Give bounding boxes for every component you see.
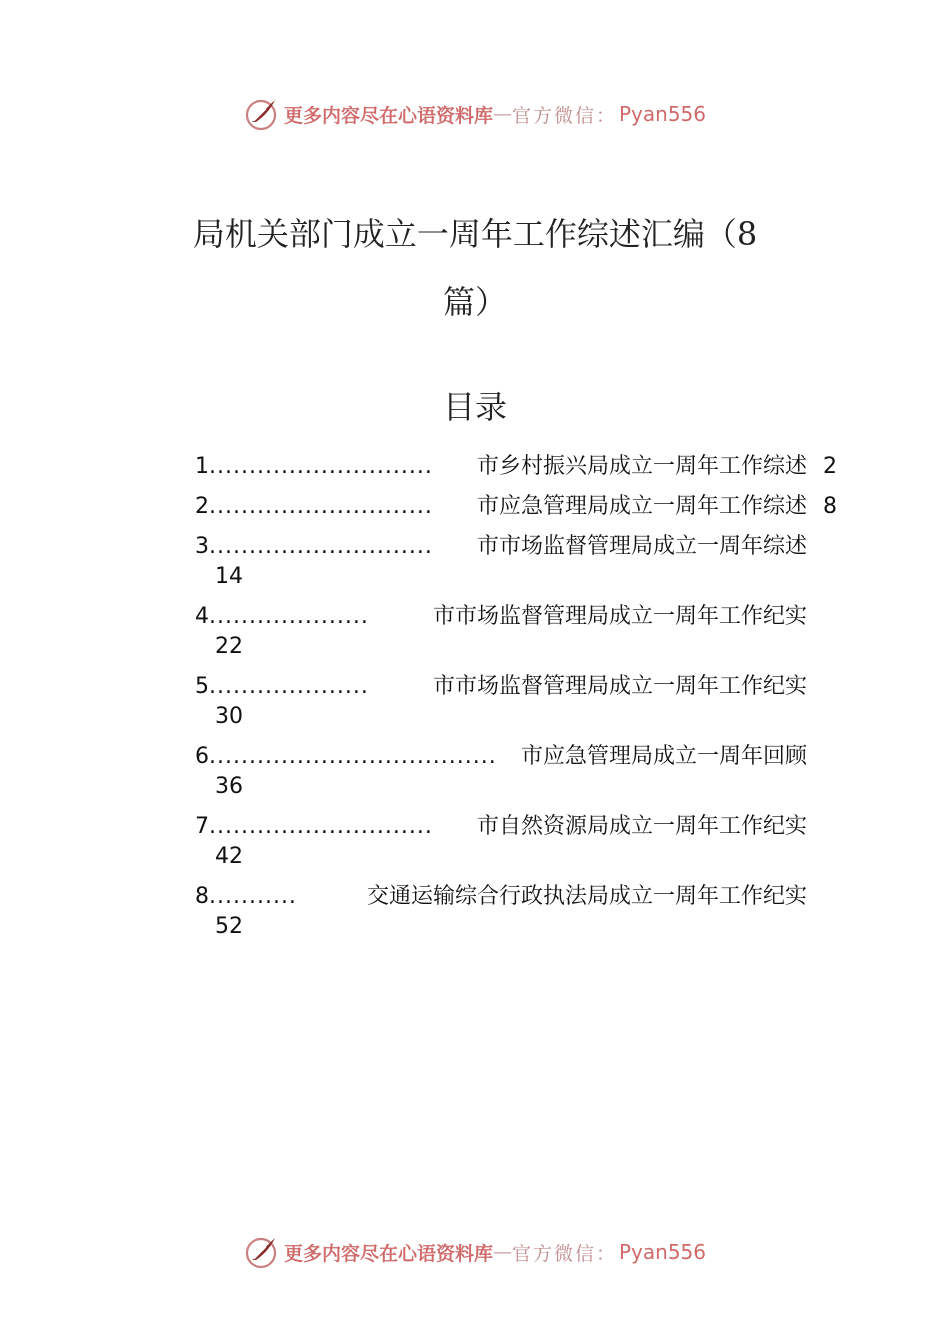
footer-watermark: [0, 1232, 950, 1272]
toc-entry-number: 6: [195, 744, 209, 769]
toc-entry-leader: ....................................: [209, 744, 497, 769]
watermark-wechat-id: Pyan556: [619, 102, 707, 126]
watermark-slogan: 官方微信：: [511, 1242, 617, 1265]
document-title-line-2: 篇）: [442, 283, 507, 321]
toc-entry-leader: ...........: [209, 884, 297, 909]
document-title-line-1: 局机关部门成立一周年工作综述汇编（8: [192, 215, 758, 253]
quill-logo-icon: [244, 1234, 280, 1270]
toc-entry-page: 30: [215, 704, 243, 729]
toc-entry-leader: ....................: [209, 674, 369, 699]
table-of-contents: [195, 450, 855, 950]
document-title: [140, 200, 810, 336]
toc-entry-page: 42: [215, 844, 243, 869]
watermark-dash: —: [492, 1241, 512, 1263]
toc-entry-5[interactable]: [195, 670, 855, 740]
watermark-wechat-id: Pyan556: [619, 1240, 707, 1264]
toc-entry-8[interactable]: [195, 880, 855, 950]
watermark-dash: —: [492, 103, 512, 125]
toc-entry-page: 8: [823, 494, 837, 519]
toc-entry-title: 交通运输综合行政执法局成立一周年工作纪实: [366, 884, 807, 909]
toc-entry-number: 1: [195, 454, 209, 479]
toc-entry-page: 52: [215, 914, 243, 939]
toc-entry-number: 3: [195, 534, 209, 559]
watermark-brand: 更多内容尽在心语资料库: [283, 1242, 493, 1265]
watermark-brand: 更多内容尽在心语资料库: [283, 104, 493, 127]
toc-entry-title: 市应急管理局成立一周年回顾: [520, 744, 807, 769]
toc-entry-title: 市市场监督管理局成立一周年综述: [476, 534, 807, 559]
toc-entry-number: 7: [195, 814, 209, 839]
toc-entry-title: 市市场监督管理局成立一周年工作纪实: [432, 674, 807, 699]
toc-entry-number: 8: [195, 884, 209, 909]
toc-entry-leader: ............................: [209, 494, 433, 519]
toc-entry-leader: ............................: [209, 534, 433, 559]
toc-entry-page: 14: [215, 564, 243, 589]
toc-entry-page: 2: [823, 454, 837, 479]
watermark-slogan: 官方微信：: [511, 104, 617, 127]
toc-heading: 目录: [442, 388, 507, 426]
toc-entry-title: 市自然资源局成立一周年工作纪实: [476, 814, 807, 839]
toc-entry-leader: ............................: [209, 454, 433, 479]
toc-entry-title: 市市场监督管理局成立一周年工作纪实: [432, 604, 807, 629]
toc-entry-number: 5: [195, 674, 209, 699]
toc-entry-number: 4: [195, 604, 209, 629]
toc-entry-1[interactable]: [195, 450, 855, 490]
toc-entry-page: 36: [215, 774, 243, 799]
header-watermark: [0, 94, 950, 134]
toc-entry-title: 市乡村振兴局成立一周年工作综述: [476, 454, 807, 479]
toc-entry-3[interactable]: [195, 530, 855, 600]
toc-entry-title: 市应急管理局成立一周年工作综述: [476, 494, 807, 519]
toc-entry-leader: ....................: [209, 604, 369, 629]
toc-entry-6[interactable]: [195, 740, 855, 810]
toc-entry-page: 22: [215, 634, 243, 659]
quill-logo-icon: [244, 96, 280, 132]
toc-entry-number: 2: [195, 494, 209, 519]
toc-entry-leader: ............................: [209, 814, 433, 839]
toc-entry-7[interactable]: [195, 810, 855, 880]
toc-entry-4[interactable]: [195, 600, 855, 670]
toc-entry-2[interactable]: [195, 490, 855, 530]
